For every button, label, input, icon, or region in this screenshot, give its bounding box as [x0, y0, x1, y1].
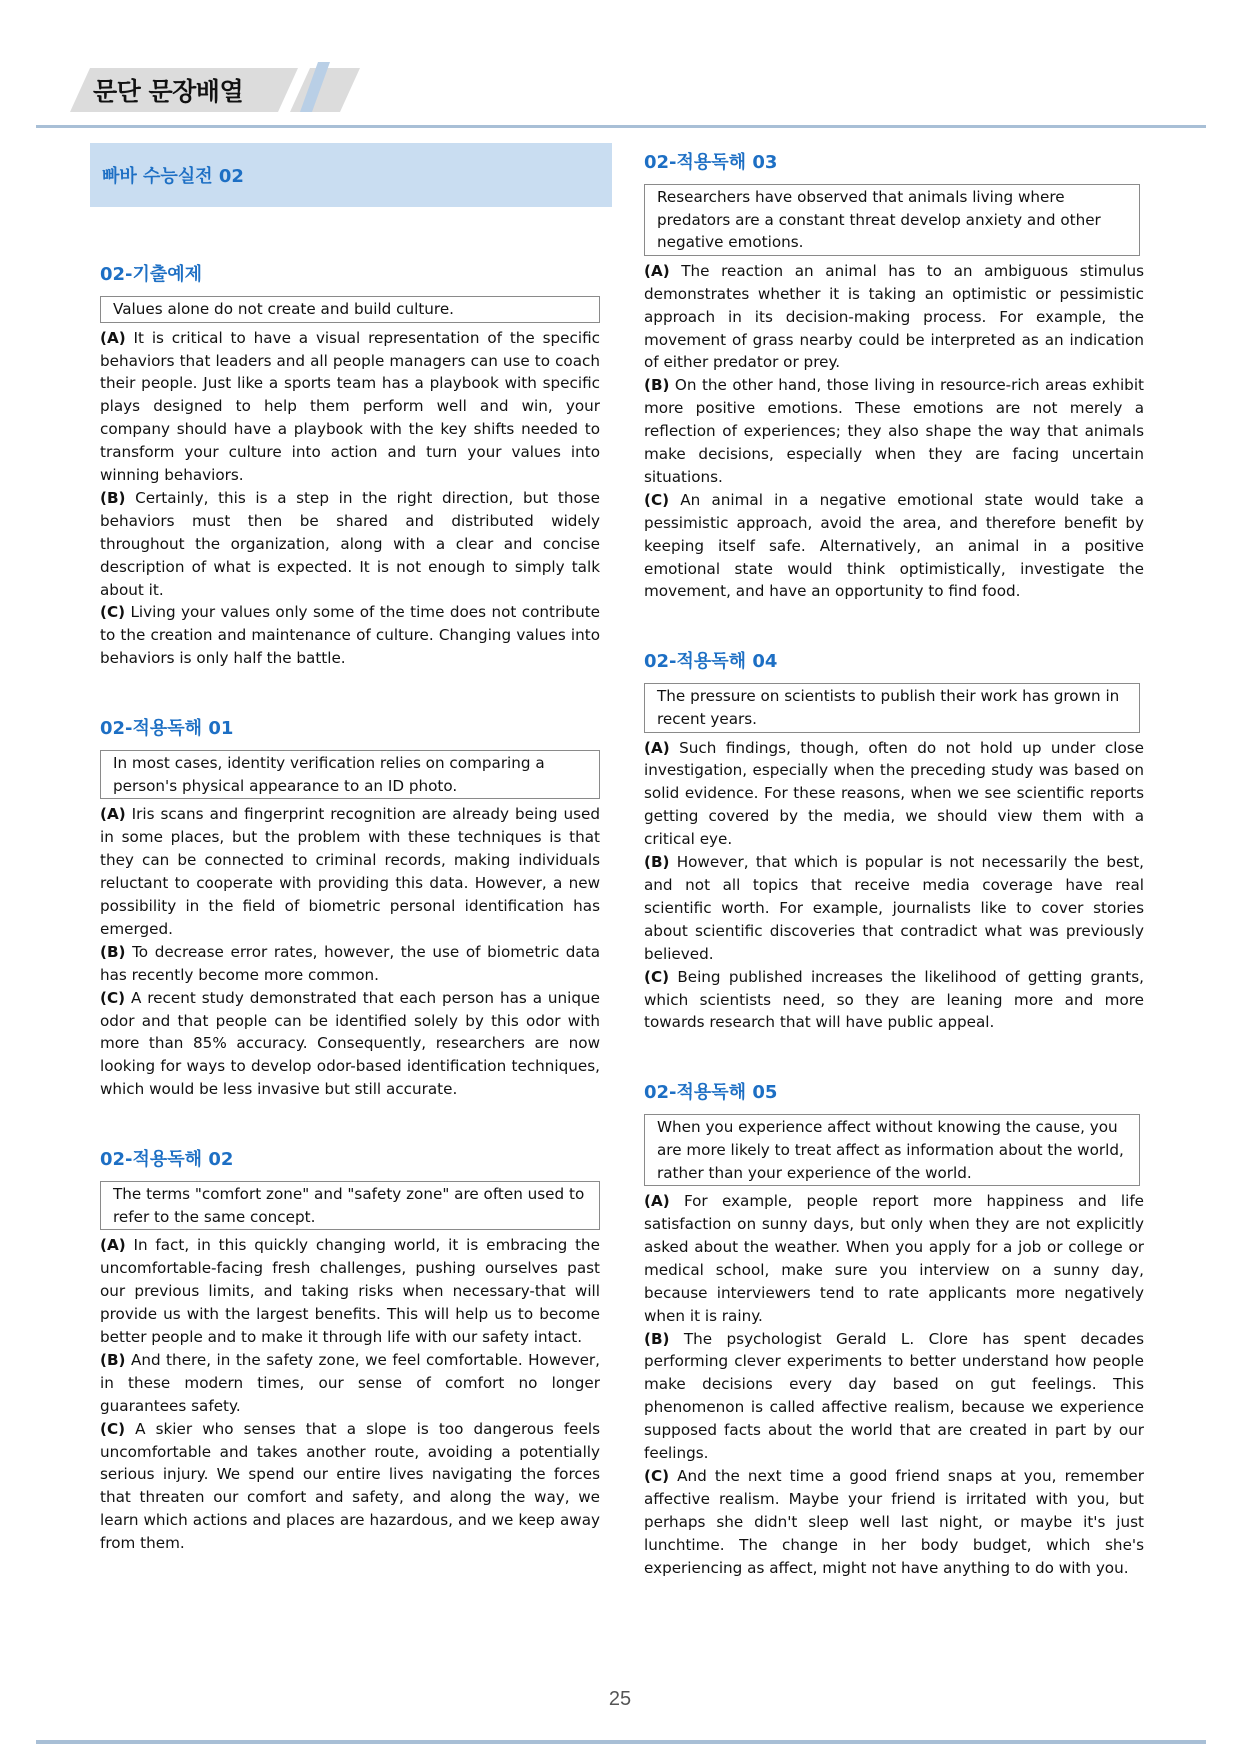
- given-sentence-box: The pressure on scientists to publish their work has grown in recent years.: [644, 683, 1140, 732]
- paragraph-text: And the next time a good friend snaps at you, remember affective realism. Maybe your friend is irritated with you, but perhaps she didn't sleep well last night, or maybe it's just lunchtime. The change in her body budget, which she's experiencing as affect, might not have anything to do with you.: [644, 1467, 1144, 1577]
- paragraph-b: [100, 1349, 600, 1418]
- exercise-section: [100, 1143, 600, 1555]
- paragraph-text: Iris scans and fingerprint recognition are already being used in some places, but the problem with these techniques is that they can be connected to criminal records, making individuals reluctant to cooperate with providing this data. However, a new possibility in the field of biometric personal identification has emerged.: [100, 805, 600, 938]
- paragraph-c: [644, 1465, 1144, 1580]
- paragraph-text: The reaction an animal has to an ambiguous stimulus demonstrates whether it is taking an optimistic or pessimistic approach in its decision-making process. For example, the movement of grass nearby could be interpreted as an indication of either predator or prey.: [644, 261, 1145, 372]
- exercise-section: [644, 645, 1144, 1034]
- paragraph-label: (A): [100, 805, 126, 824]
- section-title: 02-적용독해 02: [100, 1149, 234, 1171]
- paragraph-b: [644, 851, 1144, 966]
- section-title: 02-적용독해 01: [100, 718, 234, 740]
- left-column: [100, 258, 600, 1555]
- section-title: 02-적용독해 03: [644, 152, 778, 173]
- paragraph-label: (A): [644, 738, 670, 757]
- paragraph-b: [644, 1328, 1144, 1465]
- footer-divider: [36, 1740, 1206, 1744]
- paragraph-text: The psychologist Gerald L. Clore has spent decades performing clever experiments to better understand how people make decisions every day based on gut feelings. This phenomenon is called affective realism, because we experience supposed facts about the world that are created in part by our feelings.: [644, 1329, 1144, 1463]
- paragraph-label: (C): [100, 1419, 126, 1438]
- paragraph-c: [644, 489, 1144, 604]
- paragraph-text: Living your values only some of the time does not contribute to the creation and maintenance of culture. Changing values into behaviors is only half the battle.: [100, 603, 600, 668]
- paragraph-a: [100, 327, 600, 487]
- given-sentence-box: When you experience affect without knowing the cause, you are more likely to treat affect as information about the world, rather than your experience of the world.: [644, 1114, 1140, 1186]
- paragraph-a: [644, 1190, 1144, 1327]
- paragraph-label: (C): [100, 603, 126, 622]
- paragraph-label: (C): [644, 490, 670, 509]
- header-divider: [36, 125, 1206, 128]
- paragraph-text: An animal in a negative emotional state would take a pessimistic approach, avoid the area, and therefore benefit by keeping itself safe. Alternatively, an animal in a positive emotional state would think optimistically, investigate the movement, and have an opportunity to find food.: [644, 490, 1144, 601]
- paragraph-c: [100, 601, 600, 670]
- section-title: 02-기출예제: [100, 264, 203, 285]
- paragraph-text: And there, in the safety zone, we feel comfortable. However, in these modern times, our sense of comfort no longer guarantees safety.: [100, 1350, 600, 1415]
- paragraph-text: A recent study demonstrated that each person has a unique odor and that people can be identified solely by this odor with more than 85% accuracy. Consequently, researchers are now looking for ways to develop odor-based identification techniques, which would be less invasive but still accurate.: [100, 988, 601, 1099]
- paragraph-label: (B): [644, 853, 670, 872]
- right-column: [644, 146, 1144, 1580]
- given-sentence-box: Researchers have observed that animals living where predators are a constant threat develop anxiety and other negative emotions.: [644, 184, 1140, 256]
- paragraph-text: It is critical to have a visual representation of the specific behaviors that leaders and all people managers can use to coach their people. Just like a sports team has a playbook with specific plays designed to help them perform well and win, your company should have a playbook with the key shifts needed to transform your culture into action and turn your values into winning behaviors.: [100, 328, 600, 485]
- exercise-section: [644, 146, 1144, 603]
- exercise-section: [100, 712, 600, 1101]
- paragraph-label: (A): [100, 328, 126, 347]
- given-sentence-box: In most cases, identity verification relies on comparing a person's physical appearance to an ID photo.: [100, 750, 600, 799]
- paragraph-label: (B): [100, 942, 126, 961]
- paragraph-text: On the other hand, those living in resource-rich areas exhibit more positive emotions. These emotions are not merely a reflection of experiences; they also shape the way that animals make decisions, especially when they are facing uncertain situations.: [644, 376, 1144, 486]
- paragraph-text: To decrease error rates, however, the use of biometric data has recently become more common.: [100, 942, 600, 984]
- paragraph-c: [100, 987, 600, 1102]
- paragraph-a: [644, 260, 1144, 375]
- paragraph-label: (A): [644, 1192, 670, 1211]
- paragraph-label: (C): [644, 1467, 670, 1485]
- paragraph-b: [100, 487, 600, 602]
- paragraph-b: [644, 374, 1144, 489]
- page-header-title: 문단 문장배열: [93, 77, 244, 106]
- page-number: 25: [608, 1688, 632, 1710]
- paragraph-c: [100, 1418, 600, 1555]
- set-title-box: [90, 143, 612, 207]
- paragraph-label: (B): [100, 1350, 126, 1369]
- paragraph-text: Certainly, this is a step in the right direction, but those behaviors must then be shared and distributed widely throughout the organization, along with a clear and concise description of what is expected. It is not enough to simply talk about it.: [100, 488, 600, 599]
- paragraph-text: For example, people report more happiness and life satisfaction on sunny days, but only when they are not explicitly asked about the weather. When you apply for a job or college or medical school, make sure you interview on a sunny day, because interviewers tend to rate applicants more negatively when it is rainy.: [644, 1192, 1145, 1325]
- paragraph-text: Such findings, though, often do not hold up under close investigation, especially when the preceding study was based on solid evidence. For these reasons, when we see scientific reports getting covered by the media, we should view them with a critical eye.: [644, 738, 1145, 849]
- paragraph-label: (A): [100, 1236, 126, 1255]
- paragraph-a: [644, 737, 1144, 852]
- paragraph-label: (A): [644, 261, 670, 280]
- exercise-section: [644, 1076, 1144, 1579]
- paragraph-label: (B): [644, 1329, 670, 1348]
- paragraph-a: [100, 803, 600, 940]
- paragraph-label: (B): [100, 488, 126, 507]
- paragraph-c: [644, 966, 1144, 1035]
- section-title: 02-적용독해 05: [644, 1082, 778, 1104]
- exercise-section: [100, 258, 600, 670]
- paragraph-b: [100, 941, 600, 987]
- given-sentence-box: Values alone do not create and build culture.: [100, 296, 600, 323]
- section-title: 02-적용독해 04: [644, 651, 778, 673]
- paragraph-a: [100, 1234, 600, 1349]
- set-title: 빠바 수능실전 02: [102, 166, 244, 187]
- paragraph-label: (C): [644, 967, 670, 986]
- paragraph-text: A skier who senses that a slope is too dangerous feels uncomfortable and takes another route, avoiding a potentially serious injury. We spend our entire lives navigating the forces that threaten our comfort and safety, and along the way, we learn which actions and places are hazardous, and we keep away from them.: [100, 1419, 601, 1553]
- given-sentence-box: The terms "comfort zone" and "safety zone" are often used to refer to the same concept.: [100, 1181, 600, 1230]
- paragraph-label: (B): [644, 376, 670, 395]
- paragraph-text: However, that which is popular is not necessarily the best, and not all topics that receive media coverage have real scientific worth. For example, journalists like to cover stories about scientific discoveries that contradict what was previously believed.: [644, 853, 1145, 963]
- paragraph-text: Being published increases the likelihood of getting grants, which scientists need, so they are leaning more and more towards research that will have public appeal.: [644, 967, 1145, 1032]
- paragraph-text: In fact, in this quickly changing world, it is embracing the uncomfortable-facing fresh challenges, pushing ourselves past our previous limits, and taking risks when necessary-that will provide us with the largest benefits. This will help us to become better people and to make it through life with our safety intact.: [100, 1236, 601, 1346]
- paragraph-label: (C): [100, 988, 126, 1007]
